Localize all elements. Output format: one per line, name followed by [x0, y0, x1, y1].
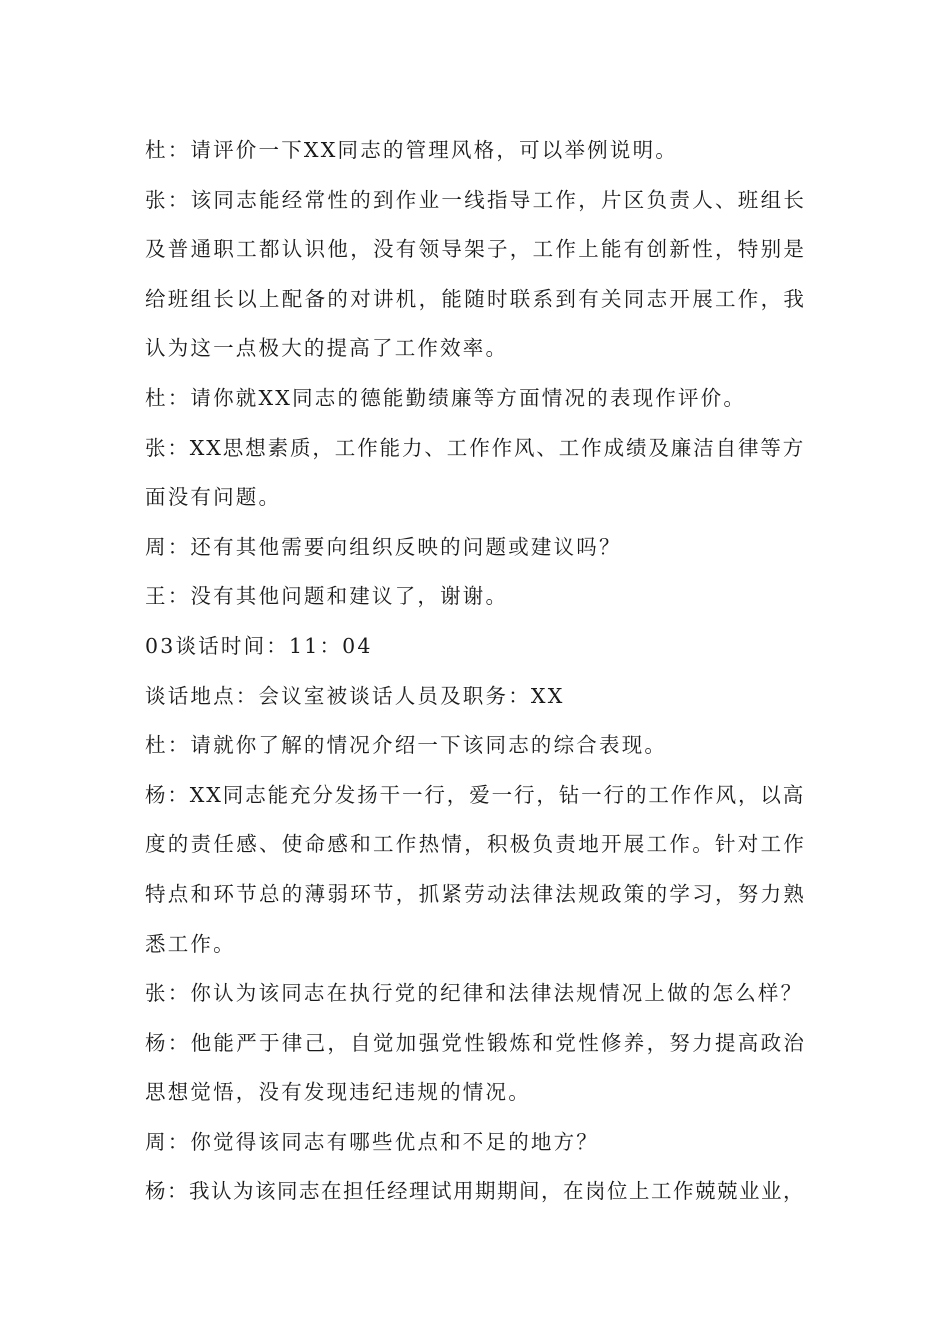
text-line-16: 特点和环节总的薄弱环节，抓紧劳动法律法规政策的学习，努力熟: [145, 881, 807, 906]
text-line-21: 周：你觉得该同志有哪些优点和不足的地方？: [145, 1129, 599, 1154]
text-line-4: 给班组长以上配备的对讲机，能随时联系到有关同志开展工作，我: [145, 286, 807, 311]
document-body: [145, 126, 810, 1217]
text-line-17: 悉工作。: [145, 931, 236, 956]
text-line-2: 张：该同志能经常性的到作业一线指导工作，片区负责人、班组长: [145, 187, 807, 212]
text-line-11: 03谈话时间：11：04: [145, 633, 373, 658]
text-line-3: 及普通职工都认识他，没有领导架子，工作上能有创新性，特别是: [145, 237, 807, 262]
text-line-14: 杨：XX同志能充分发扬干一行，爱一行，钻一行的工作作风，以高: [145, 782, 806, 807]
text-line-15: 度的责任感、使命感和工作热情，积极负责地开展工作。针对工作: [145, 832, 807, 857]
text-line-12: 谈话地点：会议室被谈话人员及职务：XX: [145, 683, 565, 708]
text-line-18: 张：你认为该同志在执行党的纪律和法律法规情况上做的怎么样？: [145, 981, 804, 1006]
text-line-7: 张：XX思想素质，工作能力、工作作风、工作成绩及廉洁自律等方: [145, 435, 806, 460]
text-line-20: 思想觉悟，没有发现违纪违规的情况。: [145, 1080, 531, 1105]
text-line-8: 面没有问题。: [145, 485, 282, 510]
text-line-13: 杜：请就你了解的情况介绍一下该同志的综合表现。: [145, 733, 668, 758]
text-line-9: 周：还有其他需要向组织反映的问题或建议吗？: [145, 534, 622, 559]
text-line-19: 杨：他能严于律己，自觉加强党性锻炼和党性修养，努力提高政治: [145, 1030, 807, 1055]
text-line-1: 杜：请评价一下XX同志的管理风格，可以举例说明。: [145, 138, 678, 162]
text-line-10: 王：没有其他问题和建议了，谢谢。: [145, 584, 509, 609]
text-line-5: 认为这一点极大的提高了工作效率。: [145, 336, 509, 361]
text-line-22: 杨：我认为该同志在担任经理试用期期间，在岗位上工作兢兢业业，: [145, 1179, 805, 1204]
text-line-6: 杜：请你就XX同志的德能勤绩廉等方面情况的表现作评价。: [145, 385, 747, 410]
